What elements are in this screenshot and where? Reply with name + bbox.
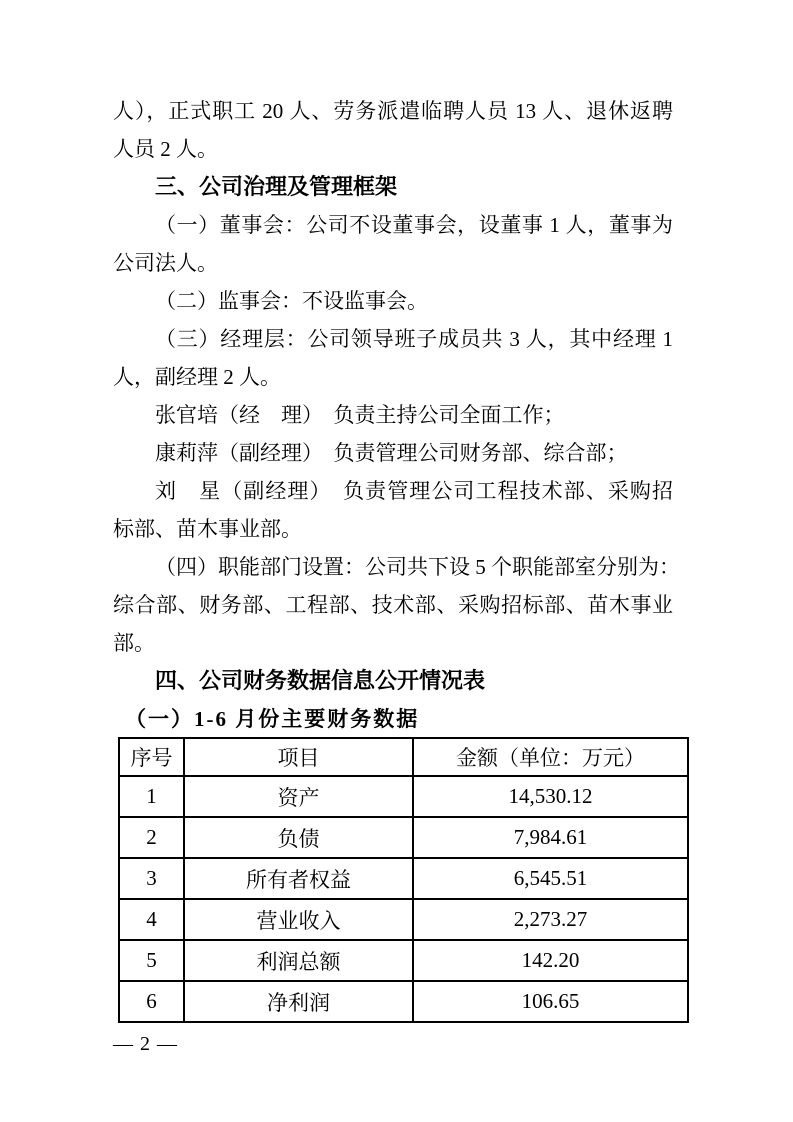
cell-index: 5 [119, 940, 184, 981]
cell-item: 净利润 [184, 981, 413, 1022]
body-text-line: 刘 星（副经理） 负责管理公司工程技术部、采购招 [155, 479, 673, 503]
table-row [119, 899, 688, 940]
cell-index: 6 [119, 981, 184, 1022]
body-text-line: 人），正式职工 20 人、劳务派遣临聘人员 13 人、退休返聘 [113, 99, 673, 123]
cell-index: 2 [119, 817, 184, 858]
cell-index: 4 [119, 899, 184, 940]
body-text-line: （四）职能部门设置：公司共下设 5 个职能部室分别为： [155, 555, 680, 579]
body-text-line: （三）经理层：公司领导班子成员共 3 人，其中经理 1 [155, 327, 673, 351]
cell-item: 营业收入 [184, 899, 413, 940]
body-text-line: 公司法人。 [113, 251, 218, 275]
body-text-line: 人员 2 人。 [113, 137, 218, 161]
table-header-item: 项目 [184, 738, 413, 776]
section-heading-governance: 三、公司治理及管理框架 [155, 174, 398, 199]
cell-amount: 14,530.12 [413, 776, 688, 817]
subsection-heading-jan-jun-data: （一）1-6 月份主要财务数据 [125, 707, 420, 731]
table-header-amount: 金额（单位：万元） [413, 738, 688, 776]
table-row [119, 940, 688, 981]
cell-index: 3 [119, 858, 184, 899]
body-text-line: 标部、苗木事业部。 [113, 517, 302, 541]
table-row [119, 858, 688, 899]
cell-item: 负债 [184, 817, 413, 858]
body-text-line: 部。 [113, 631, 155, 655]
body-text-line: 人，副经理 2 人。 [113, 365, 281, 389]
financial-data-table [118, 737, 689, 1023]
table-header-row [119, 738, 688, 776]
cell-index: 1 [119, 776, 184, 817]
cell-amount: 142.20 [413, 940, 688, 981]
body-text-line: （二）监事会：不设监事会。 [155, 289, 428, 313]
table-row [119, 817, 688, 858]
body-text-line: 康莉萍（副经理） 负责管理公司财务部、综合部； [155, 441, 628, 465]
section-heading-financial-data: 四、公司财务数据信息公开情况表 [155, 668, 486, 693]
body-text-line: 综合部、财务部、工程部、技术部、采购招标部、苗木事业 [113, 593, 673, 617]
cell-amount: 106.65 [413, 981, 688, 1022]
document-body [113, 92, 680, 738]
table-row [119, 981, 688, 1022]
body-text-line: （一）董事会：公司不设董事会，设董事 1 人，董事为 [155, 213, 673, 237]
table-header-index: 序号 [119, 738, 184, 776]
cell-amount: 7,984.61 [413, 817, 688, 858]
cell-amount: 6,545.51 [413, 858, 688, 899]
page-number: — 2 — [113, 1033, 178, 1055]
cell-item: 资产 [184, 776, 413, 817]
body-text-line: 张官培（经 理） 负责主持公司全面工作； [155, 403, 565, 427]
cell-amount: 2,273.27 [413, 899, 688, 940]
table-row [119, 776, 688, 817]
cell-item: 利润总额 [184, 940, 413, 981]
cell-item: 所有者权益 [184, 858, 413, 899]
